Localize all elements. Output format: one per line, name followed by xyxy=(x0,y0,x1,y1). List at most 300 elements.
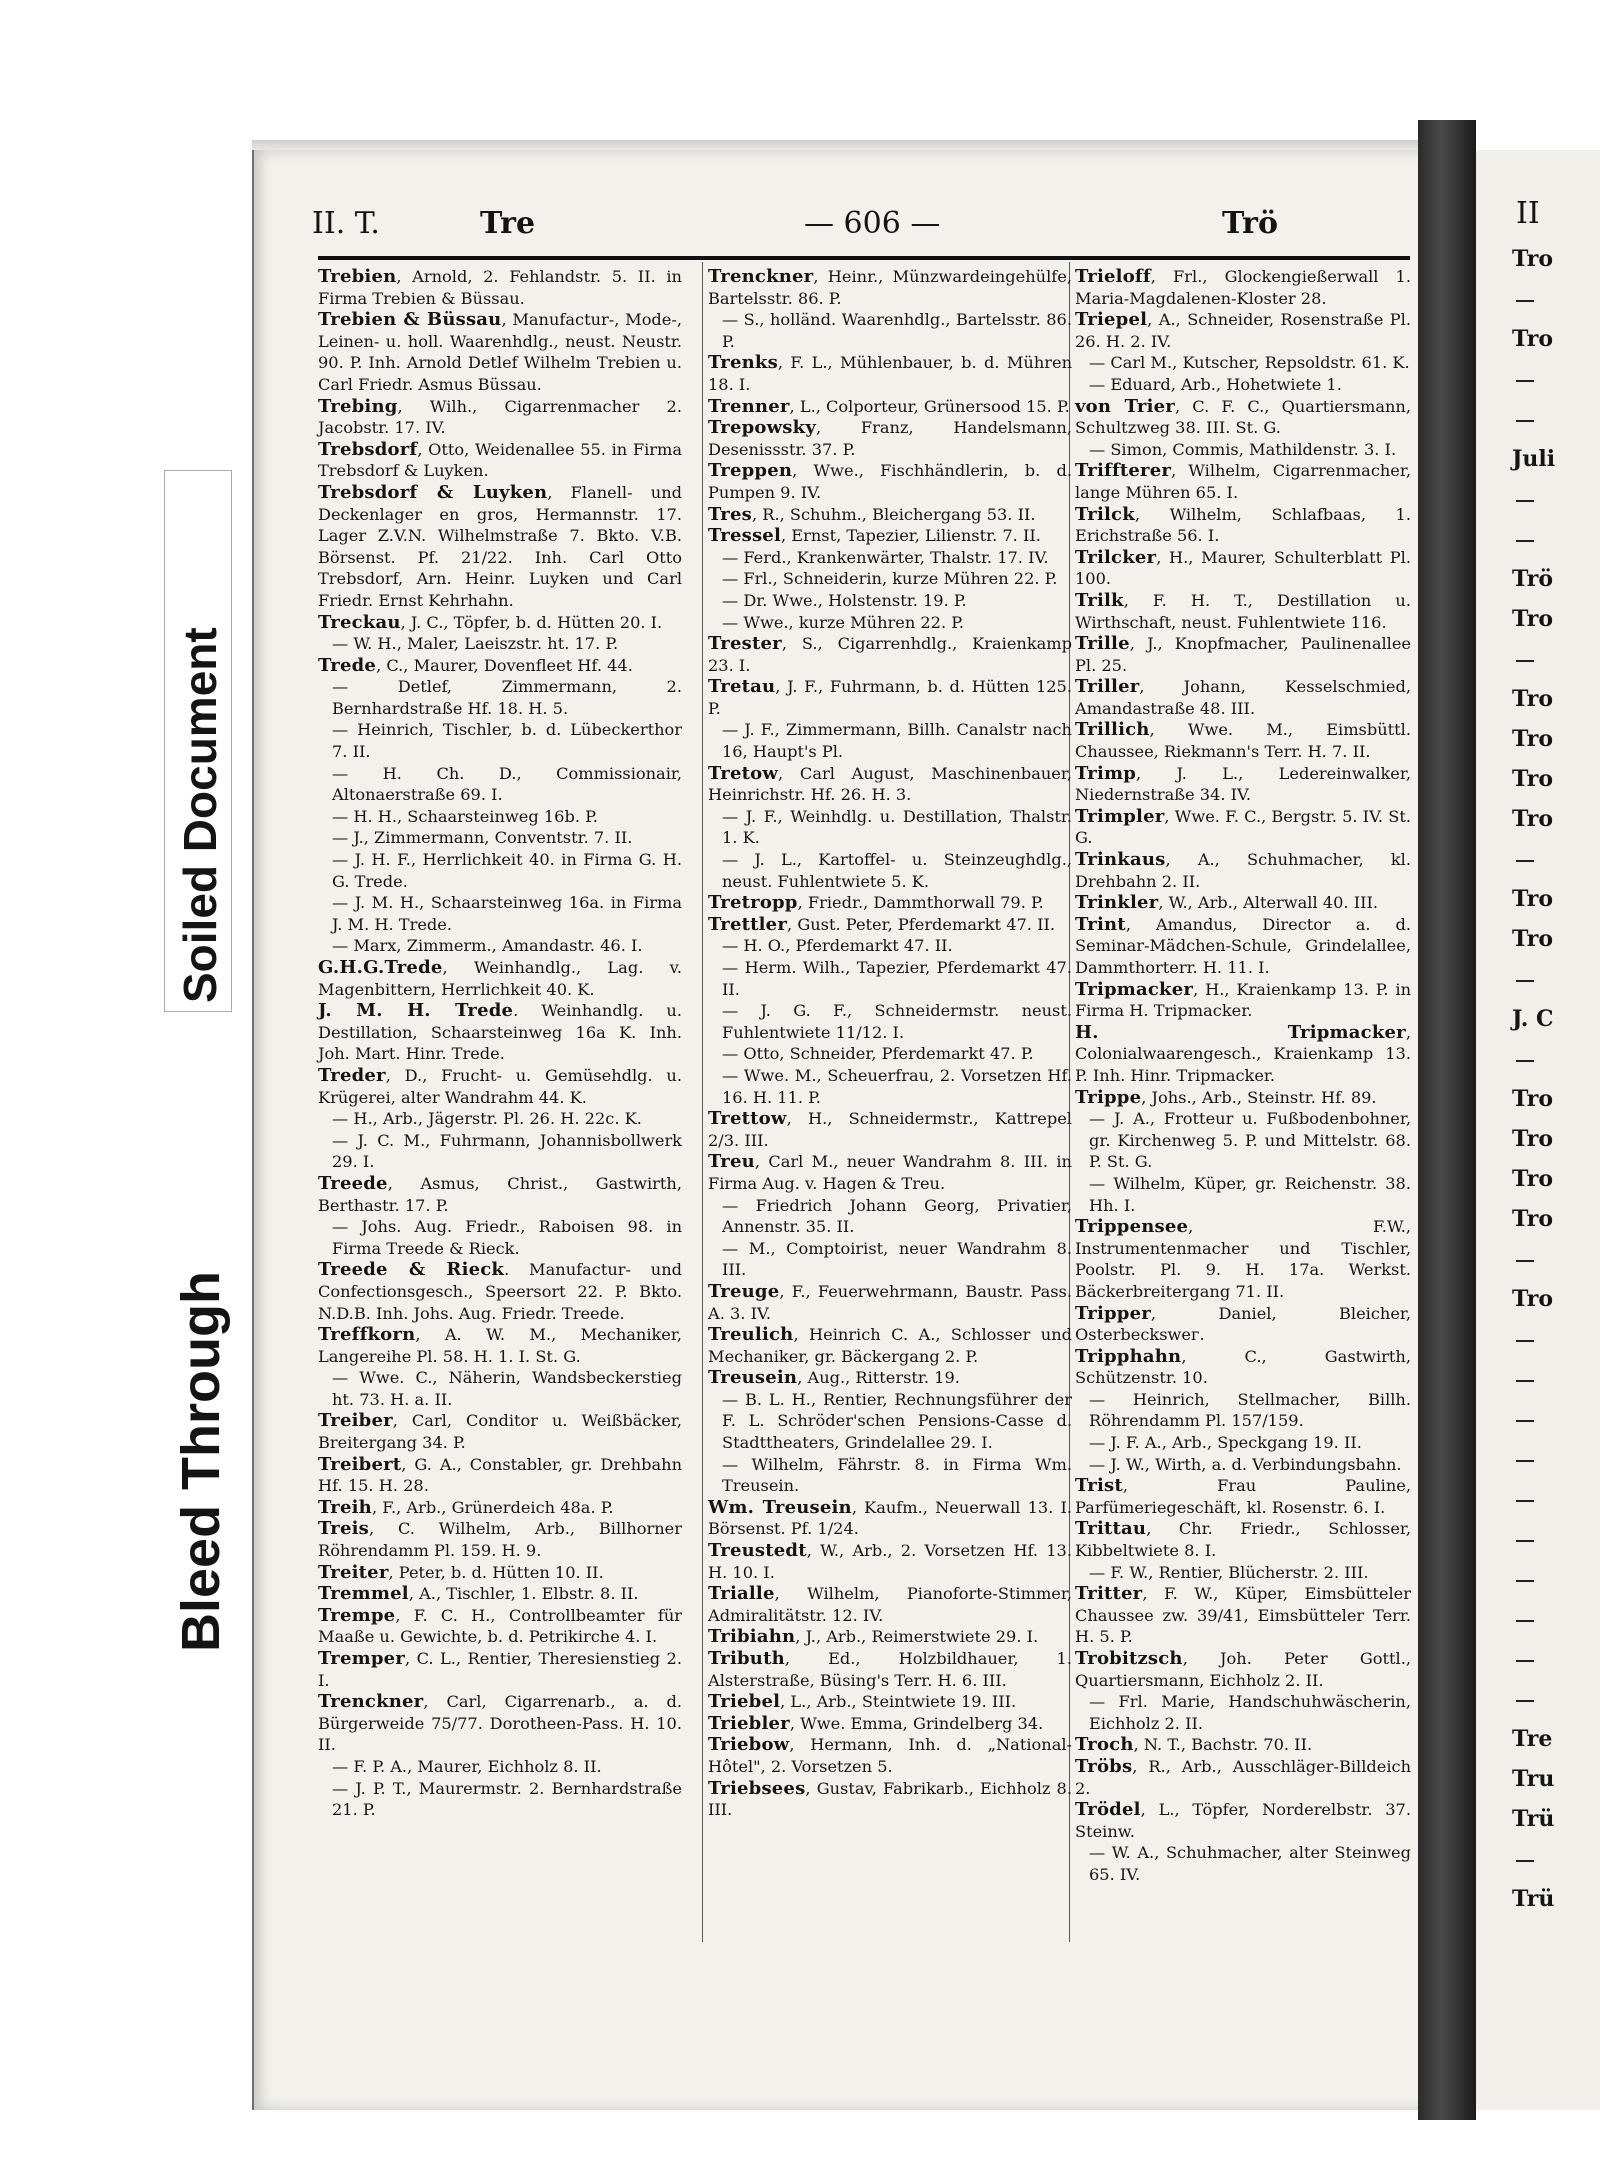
adjacent-page-dash xyxy=(1516,1260,1534,1262)
entry-name: Trede xyxy=(318,654,377,676)
directory-entry xyxy=(708,892,1072,914)
directory-entry xyxy=(318,719,682,762)
entry-details: , Carl M., neuer Wandrahm 8. III. in Firma Aug. v. Hagen & Treu. xyxy=(708,1152,1072,1193)
directory-entry xyxy=(1075,374,1411,396)
entry-details: , W., Arb., Alterwall 40. III. xyxy=(1158,893,1379,913)
entry-details: — S., holländ. Waarenhdlg., Bartelsstr. 86. P. xyxy=(722,310,1072,351)
directory-entry xyxy=(1075,1173,1411,1216)
entry-details: , W., Arb., 2. Vorsetzen Hf. 13. H. 10. I. xyxy=(708,1541,1072,1582)
entry-details: — B. L. H., Rentier, Rechnungsführer der F. L. Schröder'schen Pensions-Casse d. Stadttheaters, Grindelallee 29. I. xyxy=(722,1389,1072,1453)
adjacent-page-dash xyxy=(1516,1340,1534,1342)
adjacent-page-dash xyxy=(1516,980,1534,982)
entry-name: Tremmel xyxy=(318,1583,409,1605)
entry-details: , Aug., Ritterstr. 19. xyxy=(797,1368,960,1388)
adjacent-page-fragment: Tro xyxy=(1512,1126,1554,1152)
directory-entry xyxy=(708,633,1072,676)
entry-details: , F. W., Küper, Eimsbütteler Chaussee zw. 39/41, Eimsbütteler Terr. H. 5. P. xyxy=(1075,1584,1411,1647)
entry-name: Tripphahn xyxy=(1075,1345,1182,1367)
directory-entry xyxy=(1075,1842,1411,1885)
entry-details: , D., Frucht- u. Gemüsehdlg. u. Krügerei, alter Wandrahm 44. K. xyxy=(318,1065,682,1107)
entry-name: Tripper xyxy=(1075,1302,1151,1324)
entry-name: Treis xyxy=(318,1518,369,1540)
entry-name: Tretow xyxy=(708,762,779,784)
adjacent-page-fragment: Tro xyxy=(1512,806,1554,832)
entry-details: — Detlef, Zimmermann, 2. Bernhardstraße Hf. 18. H. 5. xyxy=(332,677,682,718)
directory-entry xyxy=(708,568,1072,590)
directory-entry xyxy=(708,504,1072,526)
entry-details: — Frl., Schneiderin, kurze Mühren 22. P. xyxy=(722,569,1058,589)
directory-entry xyxy=(708,1778,1072,1821)
entry-details: , Colonialwaarengesch., Kraienkamp 13. P. Inh. Hinr. Tripmacker. xyxy=(1075,1022,1411,1085)
adjacent-page-fragment: Tro xyxy=(1512,1166,1554,1192)
entry-name: Tretau xyxy=(708,676,776,698)
directory-entry xyxy=(708,612,1072,634)
entry-name: Trettler xyxy=(708,913,788,935)
entry-details: , A., Schneider, Rosenstraße Pl. 26. H. 2. IV. xyxy=(1075,310,1411,351)
directory-entry xyxy=(708,1583,1072,1626)
book-spine-gutter xyxy=(1418,120,1476,2120)
directory-entry xyxy=(1075,352,1411,374)
entry-details: , Arnold, 2. Fehlandstr. 5. II. in Firma Trebien & Büssau. xyxy=(318,267,682,308)
directory-entry xyxy=(1075,309,1411,352)
page-number: — 606 — xyxy=(804,206,941,241)
entry-name: Treuge xyxy=(708,1280,780,1302)
directory-entry xyxy=(1075,1022,1411,1087)
entry-details: , Wilhelm, Schlafbaas, 1. Erichstraße 56. I. xyxy=(1075,504,1411,546)
entry-name: Trimp xyxy=(1075,762,1137,784)
directory-entry xyxy=(1075,266,1411,309)
entry-name: Triebsees xyxy=(708,1777,806,1799)
entry-details: , H., Kraienkamp 13. P. in Firma H. Tripmacker. xyxy=(1075,979,1411,1021)
directory-entry xyxy=(1075,590,1411,633)
entry-details: , A., Tischler, 1. Elbstr. 8. II. xyxy=(408,1584,639,1604)
entry-details: , Heinr., Münzwardeingehülfe, Bartelsstr. 86. P. xyxy=(708,267,1072,308)
directory-entry xyxy=(708,417,1072,460)
entry-details: — Wilhelm, Fährstr. 8. in Firma Wm. Treusein. xyxy=(722,1454,1072,1496)
entry-name: Trilck xyxy=(1075,503,1135,525)
entry-name: Trepowsky xyxy=(708,417,816,439)
entry-details: , R., Schuhm., Bleichergang 53. II. xyxy=(751,504,1036,524)
entry-details: — J. M. H., Schaarsteinweg 16a. in Firma J. M. H. Trede. xyxy=(332,893,682,934)
directory-entry xyxy=(708,1626,1072,1648)
entry-details: — J. F., Zimmermann, Billh. Canalstr nach 16, Haupt's Pl. xyxy=(722,720,1072,762)
directory-entry xyxy=(318,957,682,1000)
directory-entry xyxy=(318,1648,682,1691)
directory-entry xyxy=(708,1367,1072,1389)
directory-entry xyxy=(318,1605,682,1648)
entry-details: . Manufactur- und Confectionsgesch., Speersort 22. P. Bkto. N.D.B. Inh. Johs. Aug. Friedr. Treede. xyxy=(318,1260,683,1323)
entry-details: — J., Zimmermann, Conventstr. 7. II. xyxy=(332,828,633,848)
directory-entry xyxy=(1075,439,1411,461)
directory-entry xyxy=(708,806,1072,849)
entry-details: , Gustav, Fabrikarb., Eichholz 8. III. xyxy=(708,1778,1072,1820)
directory-entry xyxy=(1075,1454,1411,1476)
entry-details: , C., Gastwirth, Schützenstr. 10. xyxy=(1075,1346,1411,1388)
entry-details: , Wilh., Cigarrenmacher 2. Jacobstr. 17. IV. xyxy=(318,396,682,438)
entry-name: Treder xyxy=(318,1064,386,1086)
entry-details: , Wilhelm, Pianoforte-Stimmer, Admiralitätstr. 12. IV. xyxy=(708,1584,1072,1625)
entry-details: , H., Maurer, Schulterblatt Pl. 100. xyxy=(1075,547,1411,589)
entry-details: , Johann, Kesselschmied, Amandastraße 48. III. xyxy=(1075,677,1411,718)
adjacent-page-dash xyxy=(1516,860,1534,862)
entry-details: . Weinhandlg. u. Destillation, Schaarsteinweg 16a K. Inh. Joh. Mart. Hinr. Trede. xyxy=(318,1001,682,1064)
directory-entry xyxy=(708,1734,1072,1777)
entry-name: Treusein xyxy=(708,1367,798,1389)
adjacent-page-dash xyxy=(1516,420,1534,422)
entry-details: — Otto, Schneider, Pferdemarkt 47. P. xyxy=(722,1044,1034,1064)
entry-name: Trebien xyxy=(318,266,397,287)
entry-details: , S., Cigarrenhdlg., Kraienkamp 23. I. xyxy=(708,634,1072,675)
entry-name: G.H.G.Trede xyxy=(318,957,443,978)
entry-details: — J. G. F., Schneidermstr. neust. Fuhlentwiete 11/12. I. xyxy=(722,1001,1072,1042)
directory-entry xyxy=(318,1000,682,1065)
directory-entry xyxy=(1075,460,1411,503)
entry-details: — Friedrich Johann Georg, Privatier, Annenstr. 35. II. xyxy=(722,1195,1072,1237)
adjacent-page-dash xyxy=(1516,1380,1534,1382)
directory-entry xyxy=(318,1454,682,1497)
directory-entry xyxy=(318,1130,682,1173)
entry-details: — J. A., Frotteur u. Fußbodenbohner, gr. Kirchenweg 5. P. und Mittelstr. 68. P. St. G. xyxy=(1089,1109,1411,1172)
page-header xyxy=(312,206,1412,256)
entry-name: Tres xyxy=(708,503,752,525)
entry-details: , Chr. Friedr., Schlosser, Kibbeltwiete 8. I. xyxy=(1075,1519,1411,1561)
directory-entry xyxy=(1075,547,1411,590)
directory-entry xyxy=(318,1065,682,1108)
entry-details: , J. C., Töpfer, b. d. Hütten 20. I. xyxy=(400,612,663,632)
directory-entry xyxy=(708,849,1072,892)
adjacent-page-dash xyxy=(1516,1420,1534,1422)
entry-name: Triebler xyxy=(708,1712,790,1734)
entry-name: Treulich xyxy=(708,1324,794,1346)
directory-entry xyxy=(708,1540,1072,1583)
entry-name: Trille xyxy=(1075,633,1130,655)
entry-name: Tröbs xyxy=(1075,1755,1133,1777)
adjacent-page-dash xyxy=(1516,380,1534,382)
entry-details: — J. F. A., Arb., Speckgang 19. II. xyxy=(1089,1433,1362,1453)
entry-name: Triepel xyxy=(1075,309,1148,331)
directory-entry xyxy=(1075,1518,1411,1561)
directory-entry xyxy=(318,1562,682,1584)
entry-details: , F.W., Instrumentenmacher und Tischler, Poolstr. Pl. 9. H. 17a. Werkst. Bäckerbreitergang 71. II. xyxy=(1075,1217,1411,1301)
entry-name: Treustedt xyxy=(708,1540,807,1562)
adjacent-page-fragment: Tro xyxy=(1512,326,1554,352)
entry-details: , Ed., Holzbildhauer, 1. Alsterstraße, Büsing's Terr. H. 6. III. xyxy=(708,1649,1072,1690)
directory-entry xyxy=(1075,979,1411,1022)
directory-entry xyxy=(708,547,1072,569)
soiled-document-label-box xyxy=(164,470,232,1012)
entry-name: Treiter xyxy=(318,1561,389,1583)
entry-details: , H., Schneidermstr., Kattrepel 2/3. III. xyxy=(708,1109,1072,1150)
adjacent-page-dash xyxy=(1516,1620,1534,1622)
entry-details: — Wwe. C., Näherin, Wandsbeckerstieg ht. 73. H. a. II. xyxy=(332,1368,682,1409)
entry-name: Trint xyxy=(1075,913,1126,935)
entry-name: Trieloff xyxy=(1075,266,1151,287)
directory-entry xyxy=(708,1324,1072,1367)
entry-details: — H. O., Pferdemarkt 47. II. xyxy=(722,936,953,956)
adjacent-page-fragment: Tre xyxy=(1512,1726,1553,1752)
directory-column-1 xyxy=(318,266,682,1821)
directory-entry xyxy=(318,935,682,957)
directory-entry xyxy=(708,957,1072,1000)
entry-details: — J. F., Weinhdlg. u. Destillation, Thalstr. 1. K. xyxy=(722,806,1072,848)
entry-name: Trenckner xyxy=(708,266,814,287)
entry-details: , F. C. H., Controllbeamter für Maaße u. Gewichte, b. d. Petrikirche 4. I. xyxy=(318,1605,682,1647)
entry-details: , Friedr., Dammthorwall 79. P. xyxy=(797,893,1044,913)
directory-entry xyxy=(1075,1756,1411,1799)
directory-entry xyxy=(318,676,682,719)
entry-details: , J., Knopfmacher, Paulinenallee Pl. 25. xyxy=(1075,634,1411,675)
entry-name: Tributh xyxy=(708,1648,785,1669)
directory-entry xyxy=(1075,1475,1411,1518)
directory-entry xyxy=(708,1713,1072,1735)
directory-entry xyxy=(1075,914,1411,979)
directory-entry xyxy=(708,396,1072,418)
entry-details: — H. H., Schaarsteinweg 16b. P. xyxy=(332,806,598,826)
entry-name: Treiber xyxy=(318,1410,393,1432)
entry-details: — Johs. Aug. Friedr., Raboisen 98. in Firma Treede & Rieck. xyxy=(332,1217,682,1258)
header-left-word: Tre xyxy=(480,206,536,241)
entry-name: H. Tripmacker xyxy=(1075,1021,1406,1043)
directory-entry xyxy=(708,1000,1072,1043)
entry-details: — Dr. Wwe., Holstenstr. 19. P. xyxy=(722,590,967,610)
adjacent-page-fragment: Tro xyxy=(1512,686,1554,712)
adjacent-page-fragment: Trü xyxy=(1512,1806,1555,1832)
adjacent-page-fragment: Tro xyxy=(1512,1086,1554,1112)
entry-details: — F. P. A., Maurer, Eichholz 8. II. xyxy=(332,1756,602,1776)
entry-details: , Frl., Glockengießerwall 1. Maria-Magdalenen-Kloster 28. xyxy=(1075,267,1411,308)
entry-name: Troch xyxy=(1075,1734,1134,1756)
directory-entry xyxy=(318,1108,682,1130)
entry-details: , Manufactur-, Mode-, Leinen- u. holl. Waarenhdlg., neust. Neustr. 90. P. Inh. Arnold Detlef Wilhelm Trebien u. Carl Friedr. Asmus Büssau. xyxy=(318,310,682,394)
entry-details: , Asmus, Christ., Gastwirth, Berthastr. 17. P. xyxy=(318,1173,682,1215)
entry-details: — Heinrich, Stellmacher, Billh. Röhrendamm Pl. 157/159. xyxy=(1089,1389,1411,1431)
entry-details: , C. F. C., Quartiersmann, Schultzweg 38. III. St. G. xyxy=(1075,396,1411,438)
directory-entry xyxy=(318,1410,682,1453)
directory-entry xyxy=(318,827,682,849)
entry-details: — H. Ch. D., Commissionair, Altonaerstraße 69. I. xyxy=(332,763,682,805)
entry-details: , C. L., Rentier, Theresienstieg 2. I. xyxy=(318,1649,682,1690)
entry-details: , Gust. Peter, Pferdemarkt 47. II. xyxy=(787,914,1056,934)
directory-entry xyxy=(708,1389,1072,1454)
directory-entry xyxy=(318,396,682,439)
adjacent-page-dash xyxy=(1516,1500,1534,1502)
entry-details: — Herm. Wilh., Tapezier, Pferdemarkt 47. II. xyxy=(722,958,1072,999)
directory-entry xyxy=(318,1756,682,1778)
directory-entry xyxy=(1075,1691,1411,1734)
entry-name: Treppen xyxy=(708,460,793,482)
directory-entry xyxy=(708,914,1072,936)
entry-details: , Wwe., Fischhändlerin, b. d. Pumpen 9. IV. xyxy=(708,461,1072,502)
bleed-through-label: Bleed Through xyxy=(171,1271,231,1652)
entry-details: , C., Maurer, Dovenfleet Hf. 44. xyxy=(376,655,633,675)
directory-entry xyxy=(708,1648,1072,1691)
directory-entry xyxy=(1075,633,1411,676)
entry-details: , J. F., Fuhrmann, b. d. Hütten 125. P. xyxy=(708,677,1072,718)
entry-name: Trilk xyxy=(1075,589,1124,611)
entry-name: Trittau xyxy=(1075,1518,1147,1540)
entry-details: — Wwe. M., Scheuerfrau, 2. Vorsetzen Hf. 16. H. 11. P. xyxy=(722,1065,1072,1107)
entry-details: — W. H., Maler, Laeiszstr. ht. 17. P. xyxy=(332,634,619,654)
directory-entry xyxy=(318,1216,682,1259)
entry-name: Trödel xyxy=(1075,1799,1141,1821)
entry-details: — F. W., Rentier, Blücherstr. 2. III. xyxy=(1089,1562,1369,1582)
directory-entry xyxy=(1075,763,1411,806)
adjacent-page-fragment: J. C xyxy=(1512,1006,1554,1032)
entry-details: , Johs., Arb., Steinstr. Hf. 89. xyxy=(1141,1087,1377,1107)
entry-name: Trinkaus xyxy=(1075,849,1166,871)
entry-details: , A. W. M., Mechaniker, Langereihe Pl. 58. H. 1. I. St. G. xyxy=(318,1325,682,1366)
directory-entry xyxy=(708,763,1072,806)
adjacent-page-dash xyxy=(1516,500,1534,502)
entry-name: Trebsdorf & Luyken xyxy=(318,481,548,503)
entry-name: Tripmacker xyxy=(1075,978,1194,1000)
directory-entry xyxy=(708,1065,1072,1108)
directory-entry xyxy=(1075,1087,1411,1109)
entry-details: , Weinhandlg., Lag. v. Magenbittern, Herrlichkeit 40. K. xyxy=(318,958,682,999)
entry-details: — W. A., Schuhmacher, alter Steinweg 65. IV. xyxy=(1089,1843,1411,1884)
entry-name: Treckau xyxy=(318,611,401,633)
adjacent-page-header: II xyxy=(1516,196,1540,231)
directory-entry xyxy=(708,1151,1072,1194)
directory-entry xyxy=(1075,1303,1411,1346)
entry-details: , F. L., Mühlenbauer, b. d. Mühren 18. I. xyxy=(708,353,1072,394)
entry-name: Treih xyxy=(318,1496,372,1518)
directory-entry xyxy=(1075,849,1411,892)
entry-details: — Simon, Commis, Mathildenstr. 3. I. xyxy=(1089,439,1397,459)
directory-entry xyxy=(708,590,1072,612)
directory-entry xyxy=(708,352,1072,395)
adjacent-page-dash xyxy=(1516,300,1534,302)
entry-details: , Carl August, Maschinenbauer, Heinrichstr. Hf. 26. H. 3. xyxy=(708,763,1072,805)
directory-entry xyxy=(708,1195,1072,1238)
entry-details: , Joh. Peter Gottl., Quartiersmann, Eichholz 2. II. xyxy=(1075,1649,1411,1690)
adjacent-page-dash xyxy=(1516,540,1534,542)
entry-name: Tribiahn xyxy=(708,1626,796,1648)
entry-details: , Heinrich C. A., Schlosser und Mechaniker, gr. Bäckergang 2. P. xyxy=(708,1325,1072,1366)
entry-details: , L., Töpfer, Norderelbstr. 37. Steinw. xyxy=(1075,1800,1411,1841)
directory-entry xyxy=(318,612,682,634)
entry-details: — Wilhelm, Küper, gr. Reichenstr. 38. Hh. I. xyxy=(1089,1173,1411,1215)
entry-details: , Frau Pauline, Parfümeriegeschäft, kl. Rosenstr. 6. I. xyxy=(1075,1476,1411,1517)
directory-entry xyxy=(708,525,1072,547)
entry-details: , Franz, Handelsmann, Desenissstr. 37. P. xyxy=(708,418,1072,459)
directory-entry xyxy=(1075,1216,1411,1302)
entry-name: Trippensee xyxy=(1075,1216,1189,1238)
directory-entry xyxy=(708,460,1072,503)
entry-details: , L., Arb., Steintwiete 19. III. xyxy=(780,1692,1017,1712)
directory-entry xyxy=(318,1367,682,1410)
entry-details: , Otto, Weidenallee 55. in Firma Trebsdorf & Luyken. xyxy=(318,439,682,481)
directory-entry xyxy=(1075,1389,1411,1432)
entry-details: — J. W., Wirth, a. d. Verbindungsbahn. xyxy=(1089,1454,1402,1474)
adjacent-page-dash xyxy=(1516,660,1534,662)
directory-entry xyxy=(318,266,682,309)
directory-entry xyxy=(1075,1346,1411,1389)
directory-entry xyxy=(318,1259,682,1324)
entry-details: , G. A., Constabler, gr. Drehbahn Hf. 15. H. 28. xyxy=(318,1454,682,1496)
entry-details: , Kaufm., Neuerwall 13. I. Börsenst. Pf. 1/24. xyxy=(708,1497,1073,1539)
adjacent-page-fragment: Tro xyxy=(1512,766,1554,792)
directory-entry xyxy=(318,482,682,612)
entry-name: Tretropp xyxy=(708,892,798,914)
entry-details: , L., Colporteur, Grünersood 15. P. xyxy=(789,396,1070,416)
directory-entry xyxy=(318,1497,682,1519)
entry-name: Trillich xyxy=(1075,719,1150,741)
entry-details: — J. C. M., Fuhrmann, Johannisbollwerk 29. I. xyxy=(332,1130,682,1172)
entry-name: Trinkler xyxy=(1075,892,1159,914)
directory-column-2 xyxy=(708,266,1072,1821)
adjacent-page-fragment: Trü xyxy=(1512,1886,1555,1912)
entry-details: — J. P. T., Maurermstr. 2. Bernhardstraße 21. P. xyxy=(332,1778,682,1820)
directory-entry xyxy=(708,266,1072,309)
directory-entry xyxy=(1075,676,1411,719)
adjacent-page-fragment: Tro xyxy=(1512,726,1554,752)
entry-name: Triffterer xyxy=(1075,460,1172,482)
directory-entry xyxy=(318,763,682,806)
entry-name: Trester xyxy=(708,633,782,655)
entry-details: , Wilhelm, Cigarrenmacher, lange Mühren 65. I. xyxy=(1075,461,1411,502)
adjacent-page-dash xyxy=(1516,1660,1534,1662)
adjacent-page-fragment: Tru xyxy=(1512,1766,1555,1792)
entry-name: Tritter xyxy=(1075,1583,1143,1605)
entry-details: , Wwe. Emma, Grindelberg 34. xyxy=(789,1713,1044,1733)
entry-name: Trenks xyxy=(708,352,778,374)
directory-entry xyxy=(318,1583,682,1605)
directory-entry xyxy=(1075,504,1411,547)
entry-name: Treibert xyxy=(318,1453,402,1475)
entry-name: Trebing xyxy=(318,395,398,417)
entry-name: Treede xyxy=(318,1172,388,1194)
directory-entry xyxy=(708,1108,1072,1151)
entry-details: , Carl, Conditor u. Weißbäcker, Breitergang 34. P. xyxy=(318,1411,682,1453)
entry-details: , N. T., Bachstr. 70. II. xyxy=(1133,1735,1313,1755)
entry-details: , Ernst, Tapezier, Lilienstr. 7. II. xyxy=(780,526,1041,546)
adjacent-page-dash xyxy=(1516,1460,1534,1462)
adjacent-page-dash xyxy=(1516,1060,1534,1062)
entry-name: Tressel xyxy=(708,525,781,547)
entry-details: , Wwe. M., Eimsbüttl. Chaussee, Riekmann's Terr. H. 7. II. xyxy=(1075,720,1411,762)
entry-details: — Wwe., kurze Mühren 22. P. xyxy=(722,612,965,632)
directory-entry xyxy=(708,1454,1072,1497)
entry-details: — Frl. Marie, Handschuhwäscherin, Eichholz 2. II. xyxy=(1089,1692,1411,1733)
entry-name: Trobitzsch xyxy=(1075,1648,1183,1669)
directory-entry xyxy=(1075,1108,1411,1173)
directory-entry xyxy=(318,1518,682,1561)
adjacent-page-dash xyxy=(1516,1580,1534,1582)
adjacent-page-fragment: Tro xyxy=(1512,1286,1554,1312)
directory-entry xyxy=(318,1324,682,1367)
adjacent-page-fragment: Tro xyxy=(1512,606,1554,632)
entry-name: Wm. Treusein xyxy=(708,1496,852,1518)
entry-name: Trenckner xyxy=(318,1691,424,1713)
column-divider-1 xyxy=(702,262,703,1942)
bleed-through-label-box xyxy=(164,1040,230,1660)
entry-name: Trebien & Büssau xyxy=(318,309,502,331)
directory-entry xyxy=(318,1778,682,1821)
directory-entry xyxy=(1075,1734,1411,1756)
entry-name: Trippe xyxy=(1075,1086,1142,1108)
directory-entry xyxy=(708,1691,1072,1713)
entry-name: von Trier xyxy=(1075,395,1175,417)
directory-column-3 xyxy=(1075,266,1411,1886)
directory-entry xyxy=(318,1173,682,1216)
entry-details: , Hermann, Inh. d. „National-Hôtel", 2. Vorsetzen 5. xyxy=(708,1735,1072,1776)
directory-entry xyxy=(1075,1562,1411,1584)
directory-entry xyxy=(318,1691,682,1756)
entry-name: Triebow xyxy=(708,1734,790,1756)
directory-entry xyxy=(1075,1648,1411,1691)
entry-name: Triller xyxy=(1075,676,1140,698)
